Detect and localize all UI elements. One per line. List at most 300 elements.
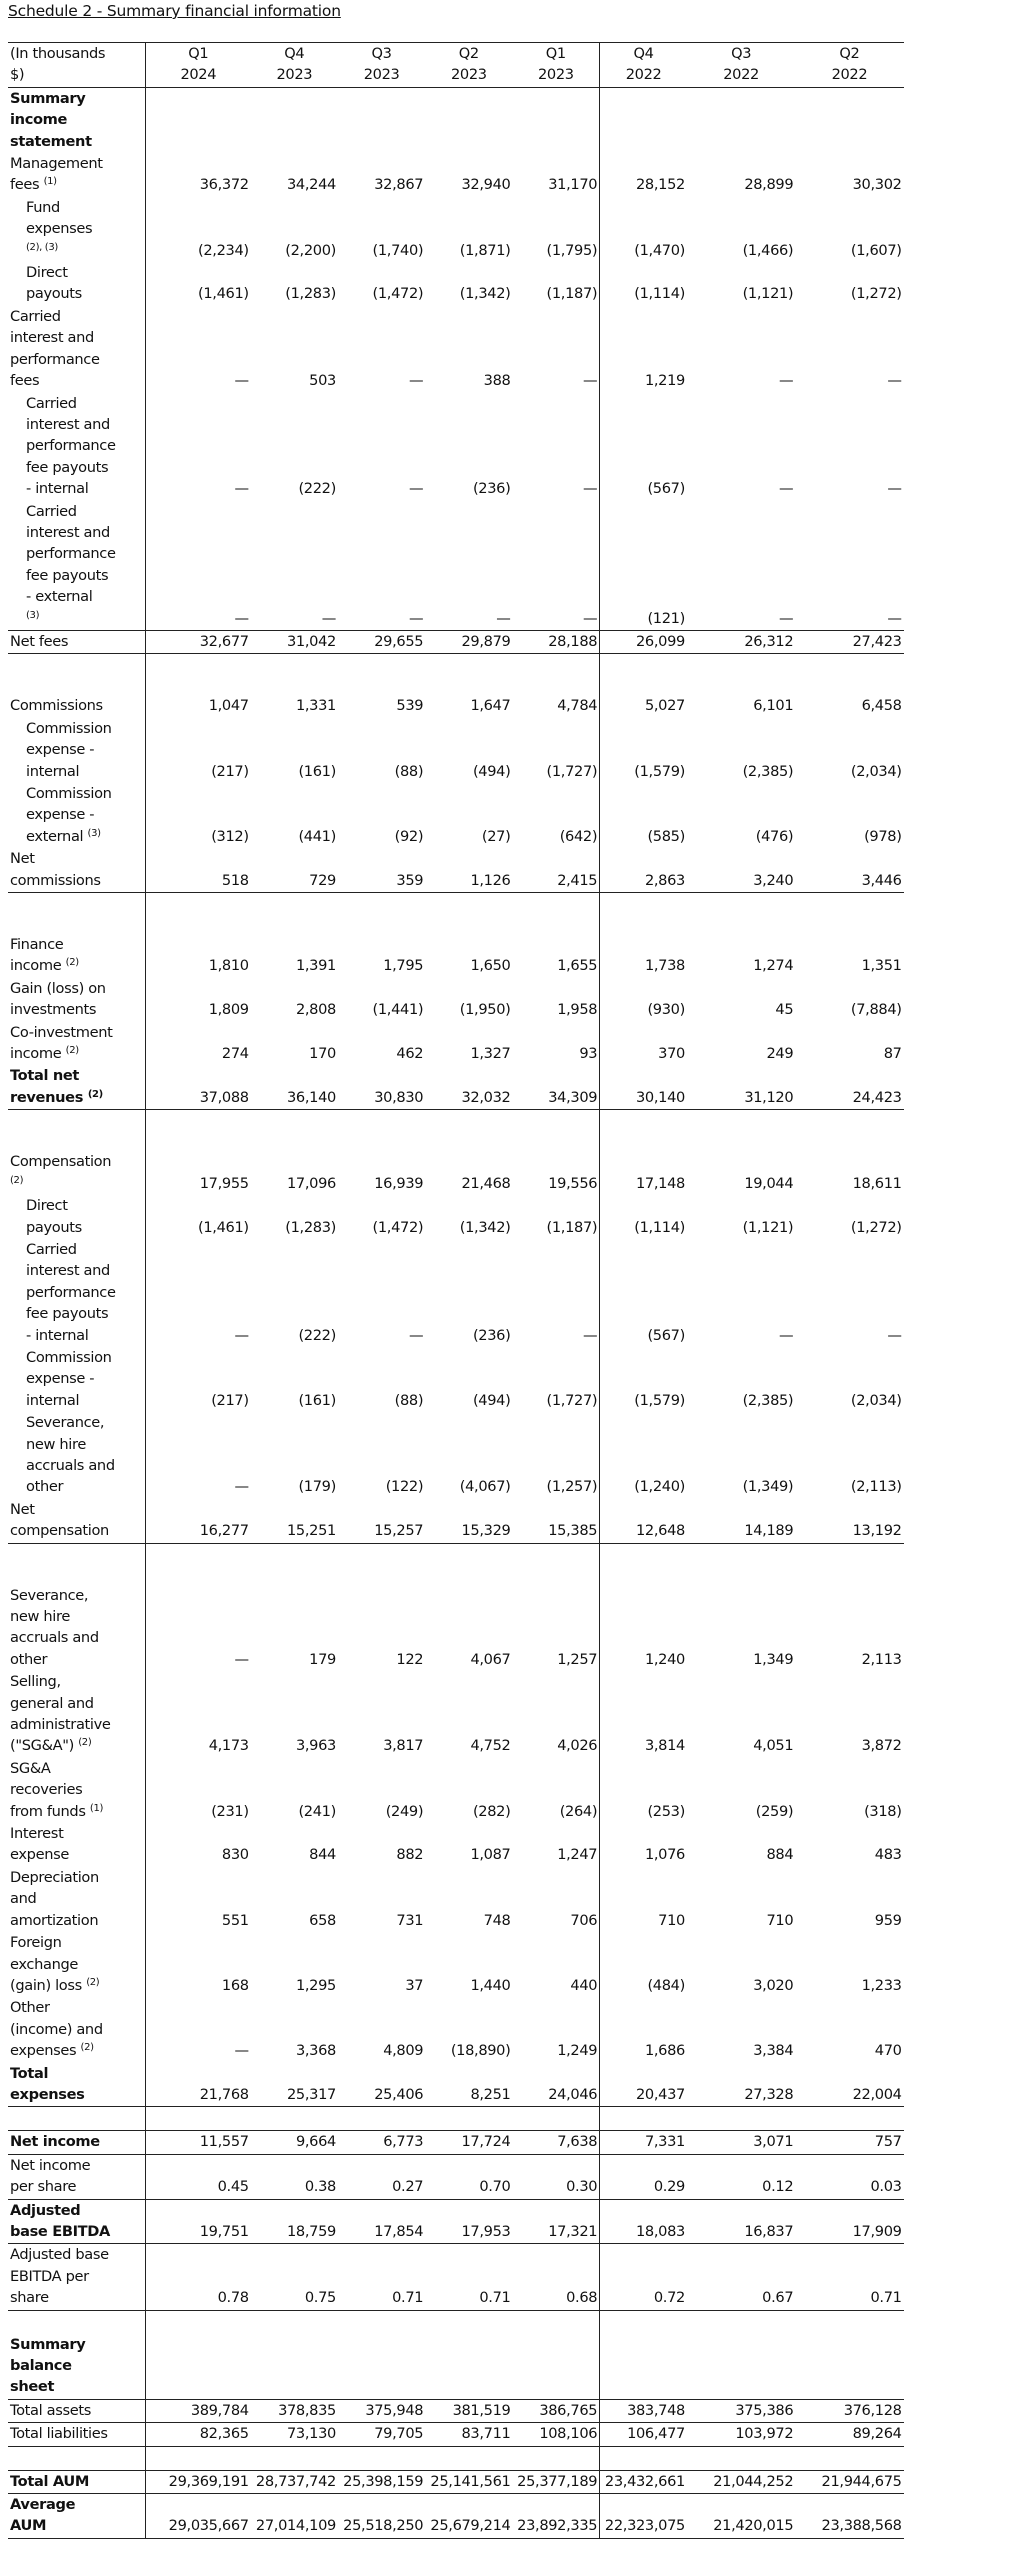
spacer-cell bbox=[600, 654, 687, 696]
value-cell: (978) bbox=[864, 827, 902, 845]
row-label bbox=[8, 2131, 145, 2154]
value-cell: 0.30 bbox=[512, 2154, 599, 2199]
value-cell bbox=[425, 87, 512, 153]
value-cell: 29,655 bbox=[338, 630, 425, 653]
value-cell: 11,557 bbox=[145, 2131, 250, 2154]
value-cell: 16,939 bbox=[374, 1174, 424, 1192]
value-cell: (2,034) bbox=[850, 1391, 902, 1409]
value-cell: 3,240 bbox=[687, 848, 795, 892]
value-cell: (161) bbox=[298, 1391, 336, 1409]
spacer-row bbox=[8, 1543, 1012, 1585]
spacer-cell bbox=[338, 654, 425, 696]
value-cell: 25,518,250 bbox=[338, 2494, 425, 2539]
value-cell: (231) bbox=[145, 1758, 250, 1823]
column-year: 2023 bbox=[363, 66, 400, 84]
row-label-text: Net fees bbox=[10, 632, 69, 650]
value-cell: 122 bbox=[396, 1650, 424, 1668]
column-header bbox=[687, 43, 795, 88]
value-cell: (1,240) bbox=[600, 1412, 687, 1499]
value-cell: (92) bbox=[394, 827, 424, 845]
row-label bbox=[8, 1932, 145, 1997]
value-cell: 1,047 bbox=[145, 695, 250, 717]
spacer-cell bbox=[251, 2446, 338, 2470]
value-cell: (222) bbox=[298, 1326, 336, 1344]
column-quarter: Q1 bbox=[188, 45, 209, 62]
row-label bbox=[8, 1671, 145, 1758]
value-cell: 388 bbox=[483, 372, 511, 390]
value-cell: (259) bbox=[755, 1802, 794, 1820]
value-cell: 19,751 bbox=[145, 2199, 250, 2244]
value-cell: 1,958 bbox=[557, 1001, 598, 1019]
value-cell: 7,331 bbox=[600, 2131, 687, 2154]
value-cell: 1,795 bbox=[383, 957, 424, 975]
row-label bbox=[8, 1065, 145, 1109]
value-cell: — bbox=[582, 1326, 598, 1344]
value-cell: 22,323,075 bbox=[600, 2494, 687, 2539]
spacer-cell bbox=[512, 654, 599, 696]
row-label-text: Commission expense - internal bbox=[26, 1348, 112, 1409]
footnote-marker: (2) bbox=[65, 1045, 79, 1057]
row-label bbox=[8, 2063, 145, 2107]
value-cell: 4,051 bbox=[753, 1737, 794, 1755]
value-cell: — bbox=[408, 1326, 424, 1344]
value-cell: (88) bbox=[394, 1391, 424, 1409]
value-cell: — bbox=[887, 1326, 902, 1344]
value-cell: — bbox=[145, 1585, 250, 1672]
value-cell: 21,044,252 bbox=[687, 2470, 795, 2493]
value-cell: (484) bbox=[600, 1932, 687, 1997]
row-label-text: Adjusted base EBITDA bbox=[10, 2201, 110, 2240]
value-cell: (1,472) bbox=[372, 1218, 424, 1236]
value-cell: 83,711 bbox=[425, 2423, 512, 2446]
spacer-cell bbox=[795, 2107, 903, 2131]
spacer-cell bbox=[425, 2446, 512, 2470]
value-cell: 731 bbox=[396, 1911, 424, 1929]
value-cell: 0.71 bbox=[795, 2244, 903, 2310]
table-row bbox=[8, 262, 1012, 306]
value-cell: 24,423 bbox=[795, 1065, 903, 1109]
value-cell: 27,014,109 bbox=[251, 2494, 338, 2539]
spacer-cell bbox=[425, 1110, 512, 1152]
value-cell: 386,765 bbox=[512, 2399, 599, 2422]
row-label bbox=[8, 1823, 145, 1867]
spacer-cell bbox=[338, 893, 425, 935]
value-cell: (1,466) bbox=[742, 241, 794, 259]
spacer-cell bbox=[338, 2446, 425, 2470]
value-cell: (642) bbox=[559, 827, 598, 845]
value-cell: (1,187) bbox=[546, 285, 598, 303]
table-row bbox=[8, 848, 1012, 892]
value-cell: (1,257) bbox=[546, 1478, 598, 1496]
spacer-cell bbox=[425, 654, 512, 696]
summary-financial-table bbox=[8, 42, 1012, 2539]
value-cell: 518 bbox=[145, 848, 250, 892]
value-cell: 32,940 bbox=[461, 176, 511, 194]
value-cell: 8,251 bbox=[425, 2063, 512, 2107]
value-cell: 28,737,742 bbox=[251, 2470, 338, 2493]
value-cell: (18,890) bbox=[450, 2042, 511, 2060]
row-label bbox=[8, 393, 145, 501]
value-cell: 31,042 bbox=[251, 630, 338, 653]
value-cell: 5,027 bbox=[600, 695, 687, 717]
row-label bbox=[8, 2399, 145, 2422]
value-cell: — bbox=[145, 306, 250, 393]
spacer-cell bbox=[145, 2310, 250, 2334]
spacer-cell bbox=[338, 2107, 425, 2131]
value-cell: (241) bbox=[298, 1802, 336, 1820]
spacer-row bbox=[8, 2310, 1012, 2334]
value-cell: 26,099 bbox=[600, 630, 687, 653]
spacer-cell bbox=[145, 1543, 250, 1585]
table-row bbox=[8, 1412, 1012, 1499]
value-cell: 381,519 bbox=[425, 2399, 512, 2422]
value-cell: 106,477 bbox=[600, 2423, 687, 2446]
value-cell: 249 bbox=[766, 1045, 794, 1063]
column-quarter: Q1 bbox=[545, 45, 566, 62]
spacer-row bbox=[8, 654, 1012, 696]
column-header bbox=[145, 43, 250, 88]
value-cell: 706 bbox=[570, 1911, 598, 1929]
value-cell bbox=[795, 2334, 903, 2400]
table-row bbox=[8, 1065, 1012, 1109]
value-cell: 1,331 bbox=[295, 697, 336, 715]
value-cell: 17,148 bbox=[600, 1151, 687, 1195]
value-cell: — bbox=[408, 609, 424, 627]
value-cell: 73,130 bbox=[251, 2423, 338, 2446]
value-cell: 0.67 bbox=[687, 2244, 795, 2310]
column-year: 2023 bbox=[537, 66, 574, 84]
value-cell: (1,114) bbox=[600, 262, 687, 306]
value-cell: (264) bbox=[559, 1802, 598, 1820]
column-quarter: Q3 bbox=[371, 45, 392, 62]
spacer-cell bbox=[251, 1110, 338, 1152]
value-cell: 1,076 bbox=[600, 1823, 687, 1867]
value-cell: 15,251 bbox=[251, 1499, 338, 1543]
value-cell: 25,679,214 bbox=[425, 2494, 512, 2539]
spacer-cell bbox=[251, 654, 338, 696]
value-cell: 25,317 bbox=[251, 2063, 338, 2107]
spacer-row bbox=[8, 893, 1012, 935]
column-year: 2022 bbox=[723, 66, 759, 84]
value-cell: 1,809 bbox=[145, 978, 250, 1022]
value-cell: 15,385 bbox=[512, 1499, 599, 1543]
value-cell: 0.75 bbox=[251, 2244, 338, 2310]
value-cell: (318) bbox=[864, 1802, 902, 1820]
value-cell: (1,727) bbox=[546, 1391, 598, 1409]
spacer-cell bbox=[8, 654, 145, 696]
value-cell: 0.45 bbox=[145, 2154, 250, 2199]
row-label-text: Foreign exchange (gain) loss bbox=[10, 1934, 82, 1994]
row-label bbox=[8, 153, 145, 197]
value-cell: (1,272) bbox=[850, 1218, 902, 1236]
spacer-cell bbox=[338, 2310, 425, 2334]
table-row bbox=[8, 1997, 1012, 2062]
value-cell: 440 bbox=[570, 1976, 598, 1994]
value-cell: 30,302 bbox=[852, 176, 902, 194]
value-cell: (1,727) bbox=[546, 762, 598, 780]
value-cell: 3,817 bbox=[383, 1737, 424, 1755]
column-year: 2024 bbox=[180, 66, 217, 84]
value-cell: 376,128 bbox=[795, 2399, 903, 2422]
value-cell: 28,152 bbox=[600, 153, 687, 197]
spacer-row bbox=[8, 1110, 1012, 1152]
value-cell: — bbox=[496, 609, 511, 627]
row-label-text: Total AUM bbox=[10, 2472, 90, 2490]
value-cell: — bbox=[887, 480, 902, 498]
value-cell: 3,384 bbox=[753, 2042, 794, 2060]
table-row bbox=[8, 1671, 1012, 1758]
value-cell: 748 bbox=[483, 1911, 511, 1929]
value-cell: 25,141,561 bbox=[425, 2470, 512, 2493]
row-label-text: Carried interest and performance fee payouts - internal bbox=[26, 394, 116, 498]
row-label-text: SG&A recoveries from funds bbox=[10, 1759, 86, 1820]
column-quarter: Q4 bbox=[284, 45, 305, 62]
spacer-cell bbox=[687, 1543, 795, 1585]
value-cell: 18,083 bbox=[600, 2199, 687, 2244]
value-cell: 844 bbox=[309, 1846, 336, 1864]
value-cell: (88) bbox=[394, 762, 424, 780]
spacer-cell bbox=[600, 2107, 687, 2131]
table-row bbox=[8, 1239, 1012, 1347]
value-cell: (249) bbox=[385, 1802, 424, 1820]
table-row bbox=[8, 197, 1012, 262]
footnote-marker: (2), (3) bbox=[26, 241, 58, 253]
value-cell: 483 bbox=[874, 1846, 902, 1864]
value-cell: 23,388,568 bbox=[795, 2494, 903, 2539]
spacer-row bbox=[8, 2446, 1012, 2470]
value-cell: 15,329 bbox=[425, 1499, 512, 1543]
value-cell: 370 bbox=[600, 1022, 687, 1066]
footnote-marker: (3) bbox=[26, 609, 40, 621]
value-cell: (2,113) bbox=[850, 1478, 902, 1496]
value-cell: (2,200) bbox=[285, 241, 336, 259]
value-cell: (236) bbox=[472, 1326, 511, 1344]
table-row bbox=[8, 1932, 1012, 1997]
value-cell: 9,664 bbox=[251, 2131, 338, 2154]
value-cell: (179) bbox=[298, 1478, 336, 1496]
row-label-text: Depreciation and amortization bbox=[10, 1868, 99, 1929]
value-cell: 21,768 bbox=[145, 2063, 250, 2107]
row-label bbox=[8, 1585, 145, 1672]
value-cell: 37 bbox=[405, 1976, 424, 1994]
value-cell: (1,283) bbox=[285, 1218, 336, 1236]
spacer-cell bbox=[687, 1110, 795, 1152]
value-cell: (4,067) bbox=[459, 1478, 511, 1496]
value-cell: (1,472) bbox=[372, 285, 424, 303]
table-row bbox=[8, 501, 1012, 631]
footnote-marker: (2) bbox=[87, 1088, 103, 1100]
row-label-text: Gain (loss) on investments bbox=[10, 979, 106, 1019]
value-cell: (1,795) bbox=[546, 241, 598, 259]
spacer-cell bbox=[145, 2107, 250, 2131]
header-label bbox=[8, 43, 145, 88]
spacer-cell bbox=[8, 2310, 145, 2334]
value-cell: 17,096 bbox=[287, 1174, 336, 1192]
value-cell: (1,121) bbox=[742, 285, 794, 303]
row-label bbox=[8, 1347, 145, 1412]
value-cell: (1,740) bbox=[372, 241, 424, 259]
value-cell: (2,034) bbox=[850, 762, 902, 780]
table-row bbox=[8, 695, 1012, 717]
spacer-cell bbox=[600, 1543, 687, 1585]
value-cell: (2,385) bbox=[742, 1391, 794, 1409]
value-cell: (930) bbox=[600, 978, 687, 1022]
value-cell: 1,247 bbox=[557, 1846, 598, 1864]
row-label bbox=[8, 1195, 145, 1239]
row-label bbox=[8, 934, 145, 978]
spacer-cell bbox=[512, 1110, 599, 1152]
table-row bbox=[8, 2131, 1012, 2154]
column-header bbox=[600, 43, 687, 88]
value-cell: 23,892,335 bbox=[512, 2494, 599, 2539]
value-cell: 3,020 bbox=[753, 1976, 794, 1994]
value-cell: (1,871) bbox=[459, 241, 511, 259]
spacer-cell bbox=[425, 1543, 512, 1585]
value-cell: 0.38 bbox=[251, 2154, 338, 2199]
row-label-text: Net income per share bbox=[10, 2156, 91, 2196]
spacer-cell bbox=[512, 2107, 599, 2131]
spacer-cell bbox=[600, 1110, 687, 1152]
value-cell: — bbox=[145, 393, 250, 501]
column-header bbox=[425, 43, 512, 88]
value-cell: 30,140 bbox=[600, 1065, 687, 1109]
value-cell: (1,342) bbox=[459, 285, 511, 303]
value-cell: (2,385) bbox=[742, 762, 794, 780]
spacer-cell bbox=[251, 2107, 338, 2131]
row-label-text: Co-investment income bbox=[10, 1023, 113, 1063]
value-cell: — bbox=[779, 609, 794, 627]
table-row bbox=[8, 393, 1012, 501]
value-cell: 31,170 bbox=[548, 176, 598, 194]
value-cell: 6,773 bbox=[338, 2131, 425, 2154]
footnote-marker: (2) bbox=[65, 957, 79, 969]
value-cell: 27,328 bbox=[687, 2063, 795, 2107]
table-row bbox=[8, 2154, 1012, 2199]
footnote-marker: (2) bbox=[86, 1976, 100, 1988]
value-cell: 1,126 bbox=[425, 848, 512, 892]
spacer-cell bbox=[512, 1543, 599, 1585]
row-label-text: Commission expense - internal bbox=[26, 719, 112, 780]
spacer-cell bbox=[425, 2107, 512, 2131]
value-cell: (1,950) bbox=[459, 1001, 511, 1019]
value-cell: 1,391 bbox=[295, 957, 336, 975]
row-label-text: Net compensation bbox=[10, 1500, 109, 1540]
value-cell: 87 bbox=[883, 1045, 902, 1063]
value-cell: (1,121) bbox=[742, 1218, 794, 1236]
value-cell: 1,249 bbox=[557, 2042, 598, 2060]
value-cell: 21,468 bbox=[461, 1174, 511, 1192]
value-cell bbox=[512, 87, 599, 153]
value-cell: 539 bbox=[396, 697, 424, 715]
row-label-text: Net income bbox=[10, 2133, 100, 2151]
value-cell bbox=[338, 87, 425, 153]
spacer-cell bbox=[795, 2446, 903, 2470]
value-cell: 710 bbox=[766, 1911, 794, 1929]
row-label-text: Average AUM bbox=[10, 2496, 76, 2535]
value-cell: 0.71 bbox=[425, 2244, 512, 2310]
spacer-cell bbox=[145, 654, 250, 696]
value-cell: 93 bbox=[579, 1045, 598, 1063]
spacer-cell bbox=[795, 893, 903, 935]
value-cell: 882 bbox=[396, 1846, 424, 1864]
value-cell: 0.70 bbox=[425, 2154, 512, 2199]
column-header bbox=[795, 43, 903, 88]
value-cell: — bbox=[582, 609, 598, 627]
value-cell: (494) bbox=[472, 1391, 511, 1409]
value-cell: 168 bbox=[145, 1932, 250, 1997]
value-cell: 0.27 bbox=[338, 2154, 425, 2199]
footnote-marker: (3) bbox=[87, 827, 101, 839]
value-cell: 729 bbox=[251, 848, 338, 892]
value-cell: 170 bbox=[309, 1045, 336, 1063]
value-cell: (567) bbox=[600, 393, 687, 501]
spacer-cell bbox=[8, 893, 145, 935]
row-label-text: Total net revenues bbox=[10, 1067, 84, 1106]
table-row bbox=[8, 718, 1012, 783]
value-cell: 1,219 bbox=[600, 306, 687, 393]
column-quarter: Q2 bbox=[458, 45, 479, 62]
value-cell: 1,738 bbox=[600, 934, 687, 978]
footnote-marker: (2) bbox=[80, 2042, 94, 2054]
row-label-text: Carried interest and performance fee payouts - external bbox=[26, 502, 116, 606]
value-cell: 1,274 bbox=[753, 957, 794, 975]
row-label-text: Other (income) and expenses bbox=[10, 1999, 103, 2060]
row-label bbox=[8, 2334, 145, 2400]
value-cell: 179 bbox=[309, 1650, 336, 1668]
value-cell: 25,377,189 bbox=[512, 2470, 599, 2493]
row-label bbox=[8, 2154, 145, 2199]
row-label-text: Severance, new hire accruals and other bbox=[26, 1414, 115, 1496]
row-label-text: Commissions bbox=[10, 697, 103, 715]
value-cell: 18,611 bbox=[852, 1174, 902, 1192]
row-label bbox=[8, 1758, 145, 1823]
value-cell: 0.72 bbox=[600, 2244, 687, 2310]
footnote-marker: (1) bbox=[89, 1802, 104, 1814]
value-cell: 1,327 bbox=[470, 1045, 511, 1063]
row-label bbox=[8, 1239, 145, 1347]
spacer-cell bbox=[251, 893, 338, 935]
value-cell: 3,814 bbox=[600, 1671, 687, 1758]
value-cell: (1,342) bbox=[459, 1218, 511, 1236]
value-cell: 17,955 bbox=[145, 1151, 250, 1195]
column-year: 2023 bbox=[450, 66, 487, 84]
value-cell: 959 bbox=[874, 1911, 902, 1929]
row-label bbox=[8, 2244, 145, 2310]
spacer-cell bbox=[512, 2446, 599, 2470]
value-cell: 359 bbox=[338, 848, 425, 892]
row-label bbox=[8, 1499, 145, 1543]
header-row bbox=[8, 43, 1012, 88]
value-cell: 29,879 bbox=[425, 630, 512, 653]
row-label bbox=[8, 978, 145, 1022]
value-cell: 34,244 bbox=[287, 176, 336, 194]
row-label bbox=[8, 783, 145, 848]
value-cell bbox=[145, 2334, 250, 2400]
row-label-text: Summary income statement bbox=[10, 89, 92, 150]
value-cell: (7,884) bbox=[850, 1001, 902, 1019]
table-row bbox=[8, 1347, 1012, 1412]
value-cell: 2,808 bbox=[295, 1001, 336, 1019]
table-row bbox=[8, 2199, 1012, 2244]
spacer-cell bbox=[425, 2310, 512, 2334]
value-cell: 19,044 bbox=[744, 1174, 794, 1192]
value-cell: 1,655 bbox=[557, 957, 598, 975]
spacer-cell bbox=[8, 2446, 145, 2470]
value-cell: 462 bbox=[396, 1045, 424, 1063]
value-cell: 30,830 bbox=[338, 1065, 425, 1109]
row-label bbox=[8, 87, 145, 153]
row-label-text: Carried interest and performance fee payouts - internal bbox=[26, 1240, 116, 1344]
